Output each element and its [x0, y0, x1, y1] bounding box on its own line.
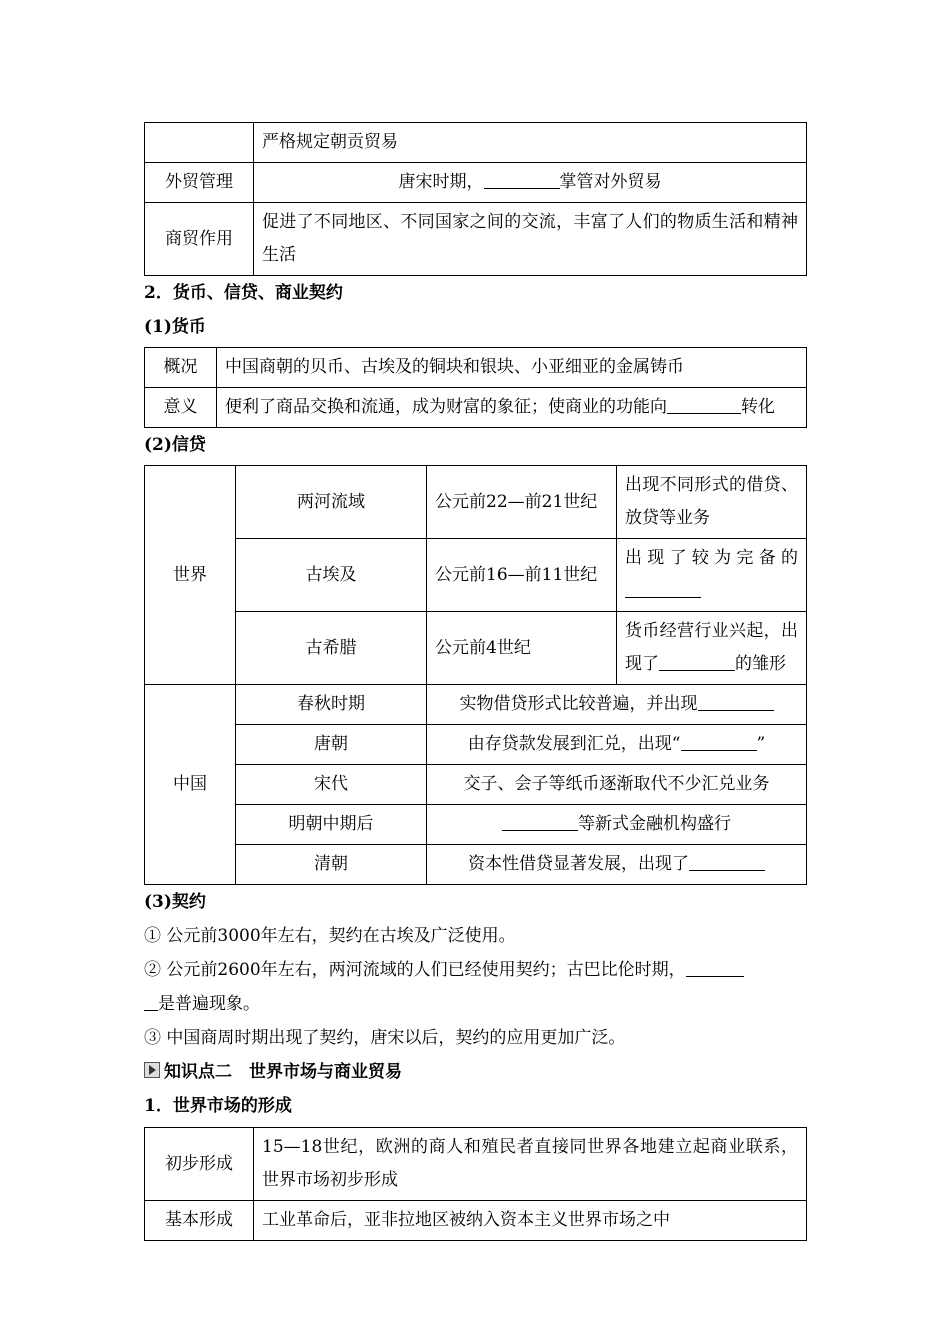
table-row [145, 1201, 807, 1241]
region-cell: 古希腊 [236, 612, 427, 685]
row-label: 外贸管理 [145, 163, 254, 203]
table-row [145, 805, 807, 845]
content-cell: 货币经营行业兴起，出现了 的雏形 [617, 612, 807, 685]
fill-blank[interactable] [681, 732, 757, 751]
row-label: 概况 [145, 348, 217, 388]
fill-blank[interactable] [686, 958, 744, 977]
table-row [145, 765, 807, 805]
content-cell: 出现不同形式的借贷、放贷等业务 [617, 466, 807, 539]
content-cell: 实物借贷形式比较普遍，并出现 [427, 685, 807, 725]
region-cell: 两河流域 [236, 466, 427, 539]
subsection-heading: (1)货币 [144, 317, 206, 337]
period-cell: 清朝 [236, 845, 427, 885]
fill-blank-cont[interactable] [144, 992, 158, 1011]
table-row [145, 163, 807, 203]
china-label: 中国 [145, 685, 236, 885]
knowledge-heading: 知识点二 世界市场与商业贸易 [144, 1055, 807, 1089]
fill-blank[interactable] [659, 652, 735, 671]
time-cell: 公元前16—前11世纪 [427, 539, 617, 612]
table-row [145, 388, 807, 428]
period-cell: 宋代 [236, 765, 427, 805]
row-content: 15—18世纪，欧洲的商人和殖民者直接同世界各地建立起商业联系，世界市场初步形成 [254, 1128, 807, 1201]
contract-item-3: ③ 中国商周时期出现了契约，唐宋以后，契约的应用更加广泛。 [144, 1028, 626, 1048]
currency-table [144, 347, 807, 428]
section-heading: 1．世界市场的形成 [144, 1096, 292, 1116]
content-cell: 资本性借贷显著发展，出现了 [427, 845, 807, 885]
fill-blank[interactable] [502, 812, 578, 831]
table-row [145, 612, 807, 685]
fill-blank[interactable] [625, 579, 701, 598]
table-row [145, 685, 807, 725]
table-row [145, 203, 807, 276]
table-row [145, 845, 807, 885]
table-row [145, 348, 807, 388]
period-cell: 春秋时期 [236, 685, 427, 725]
contract-item-2: ② 公元前2600年左右，两河流域的人们已经使用契约；古巴比伦时期， 是普遍现象。 [144, 953, 807, 1021]
contract-item-1: ① 公元前3000年左右，契约在古埃及广泛使用。 [144, 926, 516, 946]
fill-blank[interactable] [484, 170, 560, 189]
row-content: 唐宋时期， 掌管对外贸易 [254, 163, 807, 203]
row-content: 便利了商品交换和流通，成为财富的象征；使商业的功能向 转化 [217, 388, 807, 428]
credit-table [144, 465, 807, 885]
row-label: 商贸作用 [145, 203, 254, 276]
time-cell: 公元前22—前21世纪 [427, 466, 617, 539]
row-label [145, 123, 254, 163]
row-content: 促进了不同地区、不同国家之间的交流，丰富了人们的物质生活和精神生活 [254, 203, 807, 276]
content-cell: 交子、会子等纸币逐渐取代不少汇兑业务 [427, 765, 807, 805]
subsection-heading: (3)契约 [144, 892, 206, 912]
fill-blank[interactable] [667, 395, 741, 414]
section-heading: 2．货币、信贷、商业契约 [144, 283, 343, 303]
content-cell: 由存贷款发展到汇兑，出现“ ” [427, 725, 807, 765]
row-content: 中国商朝的贝币、古埃及的铜块和银块、小亚细亚的金属铸币 [217, 348, 807, 388]
table-row [145, 1128, 807, 1201]
content-cell: 等新式金融机构盛行 [427, 805, 807, 845]
table-row [145, 466, 807, 539]
period-cell: 唐朝 [236, 725, 427, 765]
fill-blank[interactable] [698, 692, 774, 711]
row-label: 基本形成 [145, 1201, 254, 1241]
table-row [145, 123, 807, 163]
period-cell: 明朝中期后 [236, 805, 427, 845]
content-cell: 出现了较为完备的 [617, 539, 807, 612]
table-row [145, 539, 807, 612]
row-label: 初步形成 [145, 1128, 254, 1201]
time-cell: 公元前4世纪 [427, 612, 617, 685]
fill-blank[interactable] [689, 852, 765, 871]
table-row [145, 725, 807, 765]
row-content: 工业革命后，亚非拉地区被纳入资本主义世界市场之中 [254, 1201, 807, 1241]
subsection-heading: (2)信贷 [144, 435, 206, 455]
row-content: 严格规定朝贡贸易 [254, 123, 807, 163]
trade-management-table [144, 122, 807, 276]
region-cell: 古埃及 [236, 539, 427, 612]
row-label: 意义 [145, 388, 217, 428]
world-label: 世界 [145, 466, 236, 685]
world-market-table [144, 1127, 807, 1241]
document-page [144, 122, 807, 1241]
play-triangle-icon [144, 1062, 160, 1078]
